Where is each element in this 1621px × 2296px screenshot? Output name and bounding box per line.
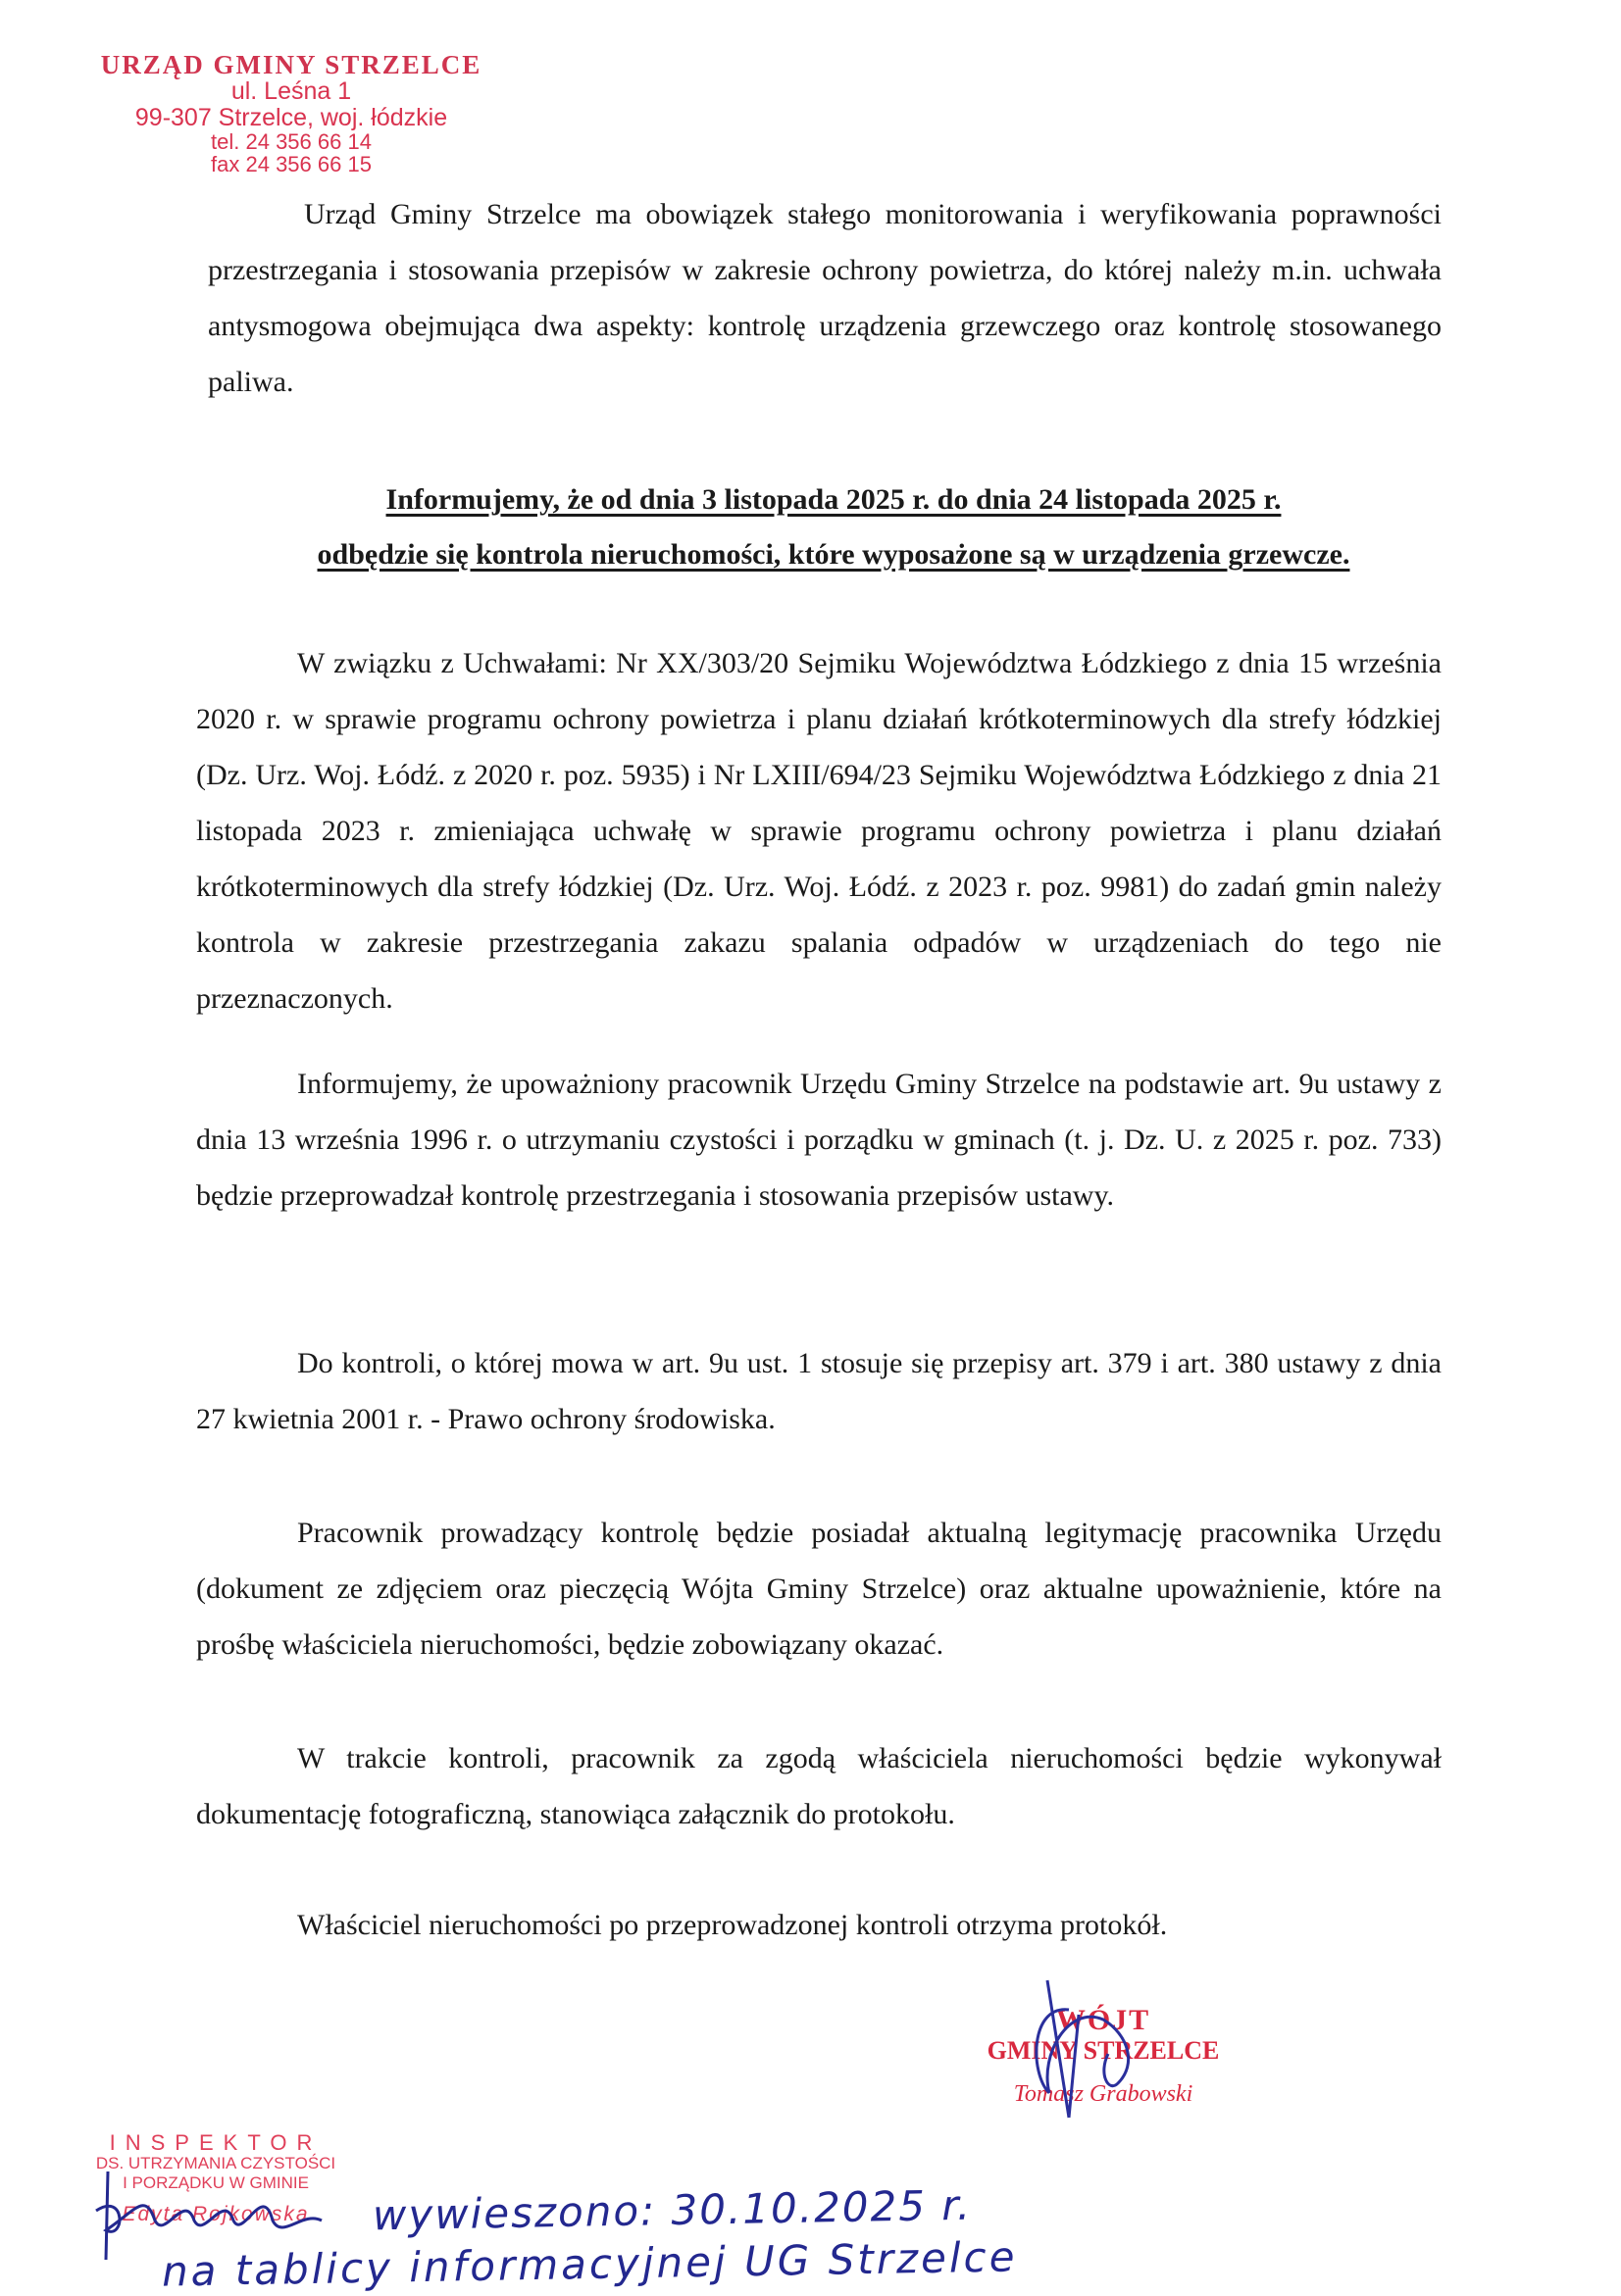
paragraph-legal-basis: W związku z Uchwałami: Nr XX/303/20 Sejmiku Województwa Łódzkiego z dnia 15 września 2020 r. w sprawie programu ochrony powietrza i planu działań krótkoterminowych dla strefy łódzkiej (Dz. Urz. Woj. Łódź. z 2020 r. poz. 5935) i Nr LXIII/694/23 Sejmiku Województwa Łódzkiego z dnia 21 listopada 2023 r. zmieniająca uchwałę w sprawie programu ochrony powietrza i planu działań krótkoterminowych dla strefy łódzkiej (Dz. Urz. Woj. Łódź. z 2023 r. poz. 9981) do zadań gmin należy kontrola w zakresie przestrzegania zakazu spalania odpadów w urządzeniach do tego nie przeznaczonych.	[196, 647, 1442, 1015]
stamp-phone: tel. 24 356 66 14	[211, 128, 372, 154]
stamp-inspector-name: Edyta Rojkowska	[122, 2203, 310, 2225]
headline-line-2: odbędzie się kontrola nieruchomości, które wyposażone są w urządzenia grzewcze.	[317, 538, 1350, 571]
paragraph-protocol: Właściciel nieruchomości po przeprowadzonej kontroli otrzyma protokół.	[297, 1909, 1168, 1941]
paragraph-identification: Pracownik prowadzący kontrolę będzie posiadał aktualną legitymację pracownika Urzędu (dokument ze zdjęciem oraz pieczęcią Wójta Gminy Strzelce) oraz aktualne upoważnienie, które na prośbę właściciela nieruchomości, będzie zobowiązany okazać.	[196, 1517, 1442, 1661]
stamp-city: 99-307 Strzelce, woj. łódzkie	[134, 103, 448, 131]
stamp-office-name: URZĄD GMINY STRZELCE	[100, 50, 482, 79]
stamp-wojt-title: WÓJT	[1055, 2004, 1151, 2036]
stamp-fax: fax 24 356 66 15	[211, 151, 372, 176]
stamp-inspector-line2: I PORZĄDKU W GMINIE	[123, 2173, 309, 2192]
stamp-wojt-office: GMINY STRZELCE	[987, 2036, 1220, 2065]
paragraph-authorized-employee: Informujemy, że upoważniony pracownik Urzędu Gminy Strzelce na podstawie art. 9u ustawy z dnia 13 września 1996 r. o utrzymaniu czystości i porządku w gminach (t. j. Dz. U. z 2025 r. poz. 733) będzie przeprowadzał kontrolę przestrzegania i stosowania przepisów ustawy.	[196, 1068, 1442, 1212]
stamp-inspector-title: INSPEKTOR	[109, 2130, 323, 2155]
paragraph-control-rules: Do kontroli, o której mowa w art. 9u ust. 1 stosuje się przepisy art. 379 i art. 380 ustawy z dnia 27 kwietnia 2001 r. - Prawo ochrony środowiska.	[196, 1347, 1442, 1435]
intro-paragraph: Urząd Gminy Strzelce ma obowiązek stałego monitorowania i weryfikowania poprawności przestrzegania i stosowania przepisów w zakresie ochrony powietrza, do której należy m.in. uchwała antysmogowa obejmująca dwa aspekty: kontrolę urządzenia grzewczego oraz kontrolę stosowanego paliwa.	[208, 198, 1442, 398]
handwritten-posting-location: na tablicy informacyjnej UG Strzelce	[161, 2232, 1018, 2296]
stamp-inspector-line1: DS. UTRZYMANIA CZYSTOŚCI	[95, 2154, 336, 2172]
stamp-wojt-name: Tomasz Grabowski	[1013, 2081, 1193, 2107]
mayor-signature-icon	[1010, 1975, 1177, 2122]
stamp-street: ul. Leśna 1	[230, 77, 352, 106]
announcement-headline	[196, 473, 1471, 582]
paragraph-photo-documentation: W trakcie kontroli, pracownik za zgodą właściciela nieruchomości będzie wykonywał dokumentację fotograficzną, stanowiąca załącznik do protokołu.	[196, 1742, 1442, 1830]
office-header-stamp	[80, 51, 502, 175]
headline-line-1: Informujemy, że od dnia 3 listopada 2025 r. do dnia 24 listopada 2025 r.	[385, 483, 1282, 516]
handwritten-posting-date: wywieszono: 30.10.2025 r.	[372, 2180, 973, 2240]
